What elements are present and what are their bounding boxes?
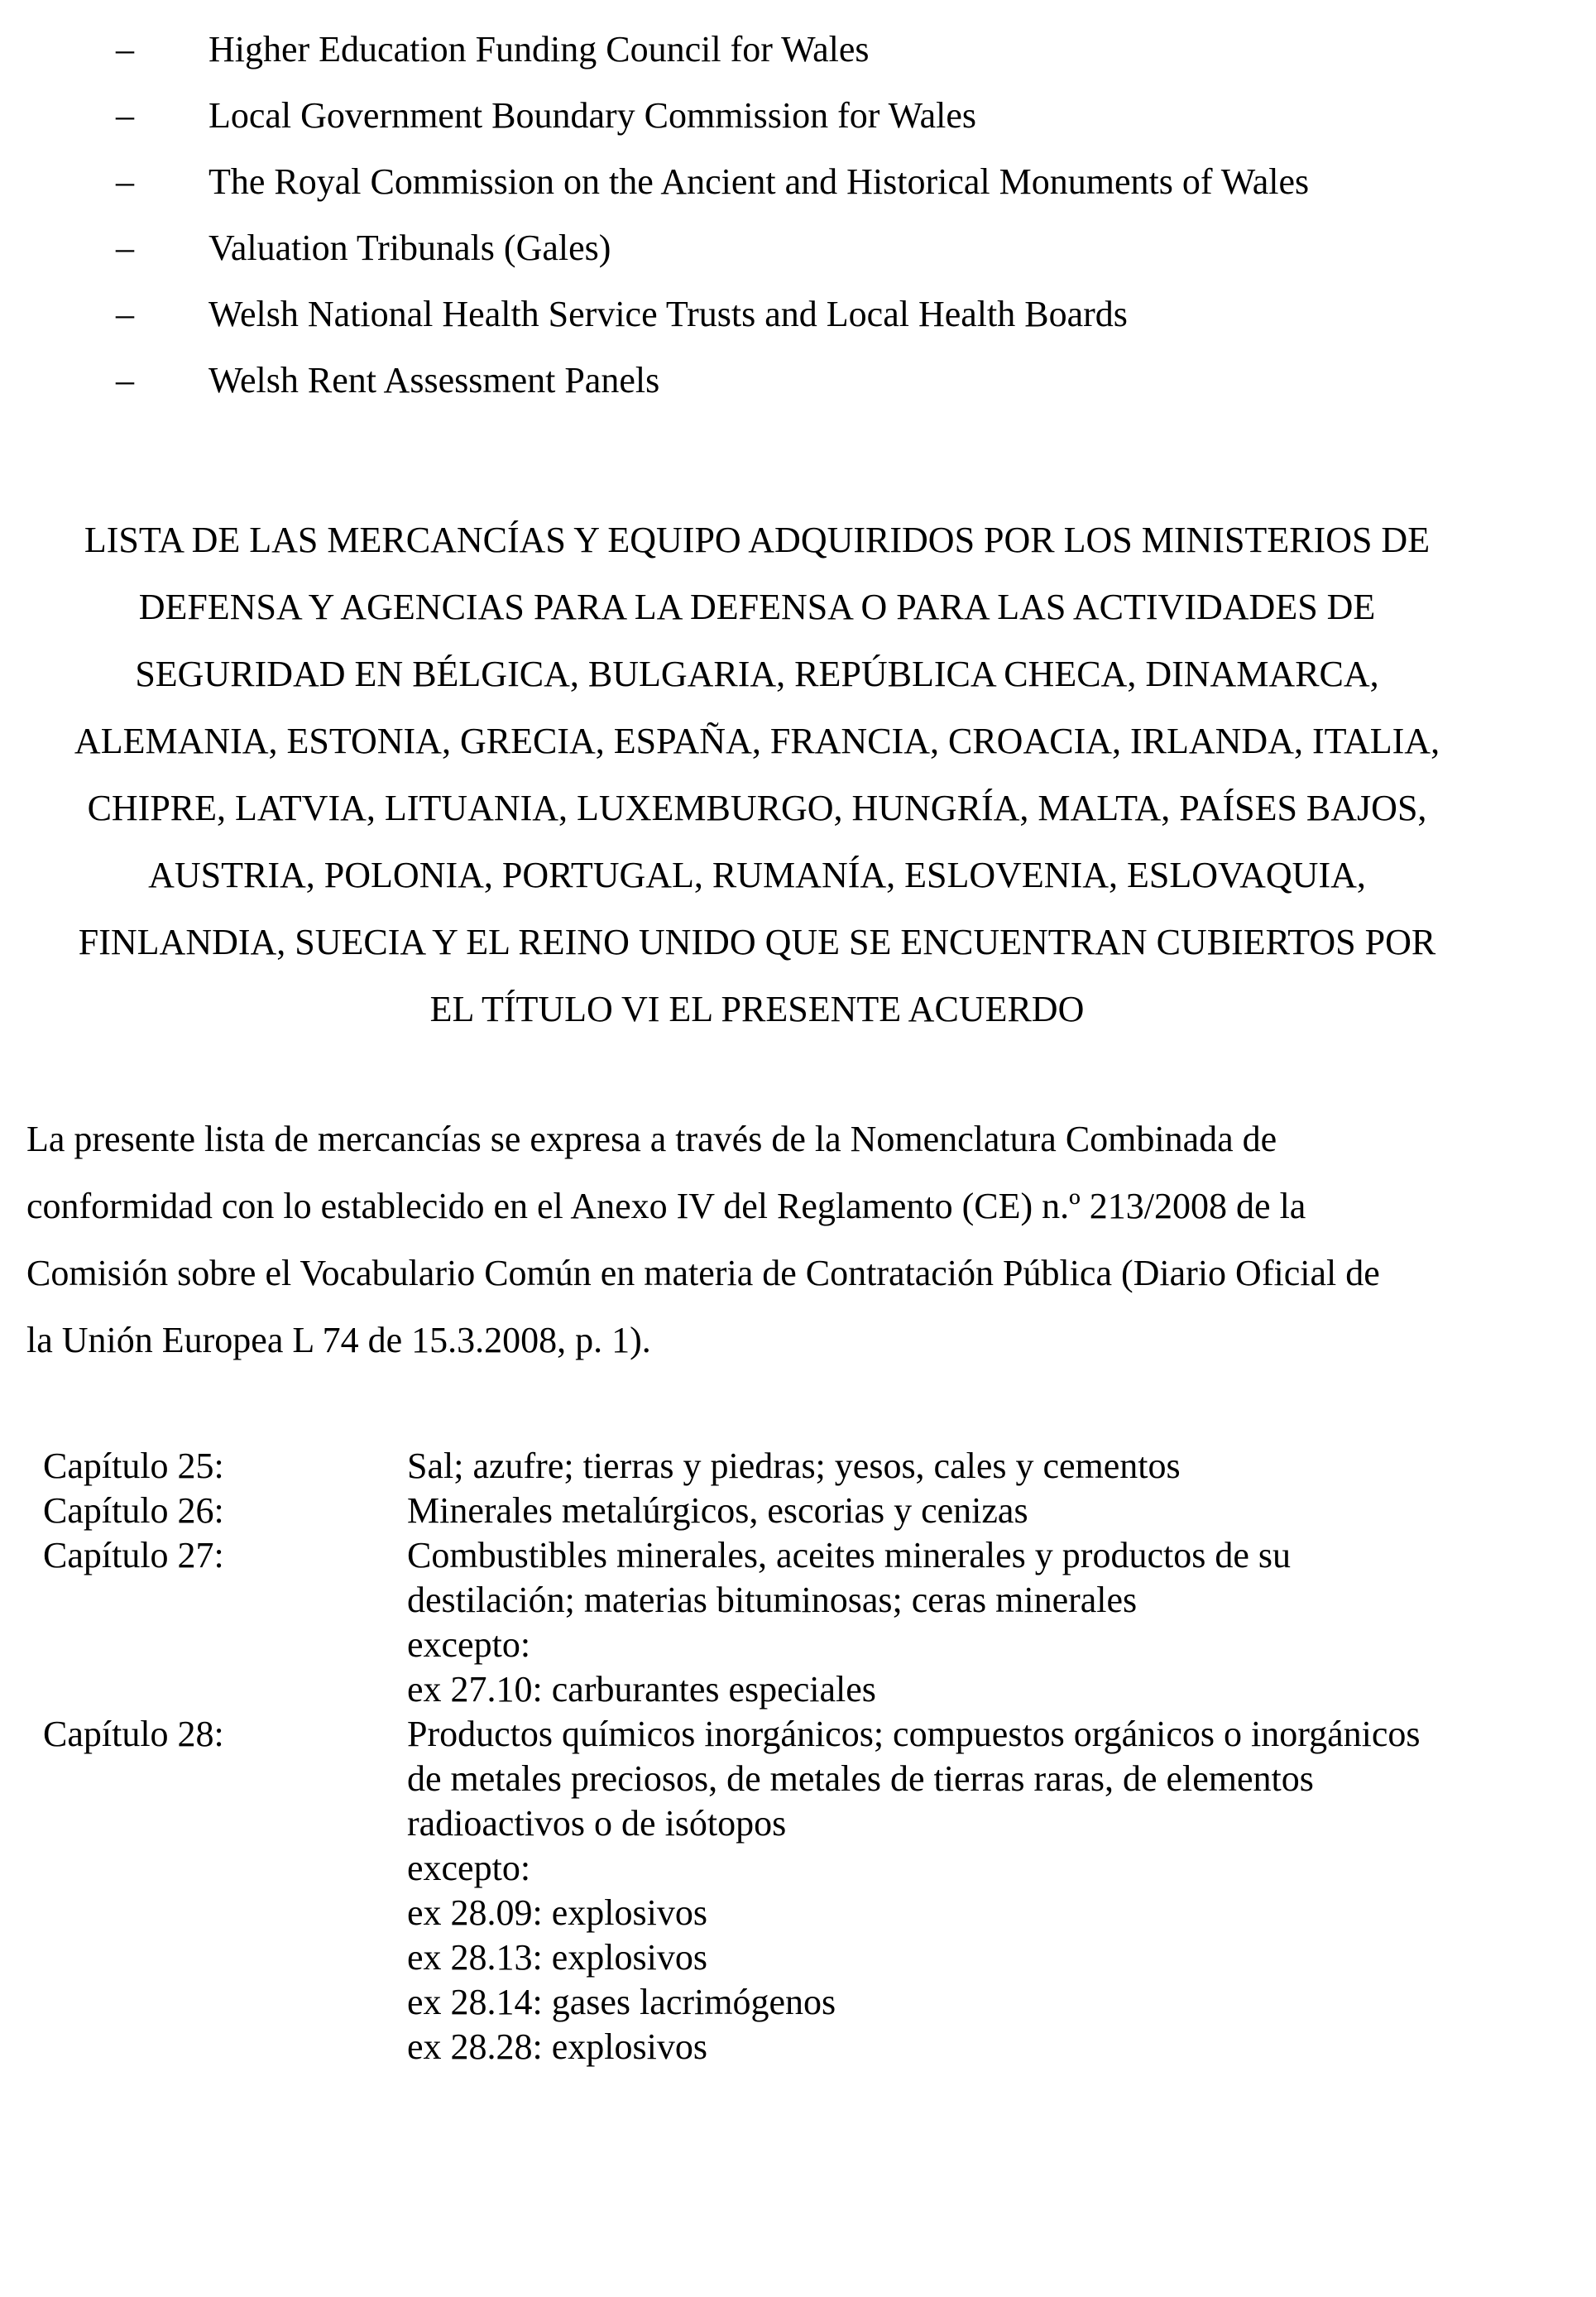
list-item-text: The Royal Commission on the Ancient and Historical Monuments of Wales bbox=[208, 161, 1310, 202]
list-item bbox=[0, 157, 1596, 223]
dash-marker: – bbox=[116, 161, 134, 202]
chapter-line: de metales preciosos, de metales de tierras raras, de elementos bbox=[407, 1758, 1314, 1799]
chapter-line: Minerales metalúrgicos, escorias y cenizas bbox=[407, 1490, 1028, 1531]
list-item-text: Local Government Boundary Commission for Wales bbox=[208, 95, 977, 136]
list-item-text: Welsh National Health Service Trusts and Local Health Boards bbox=[208, 294, 1128, 334]
chapter-row-25 bbox=[43, 1444, 1549, 1489]
list-item bbox=[0, 91, 1596, 157]
chapter-description bbox=[407, 1489, 1549, 1533]
heading-line: SEGURIDAD EN BÉLGICA, BULGARIA, REPÚBLICA CHECA, DINAMARCA, bbox=[135, 654, 1379, 694]
dash-marker: – bbox=[116, 294, 134, 334]
chapter-label: Capítulo 25: bbox=[43, 1446, 224, 1486]
chapter-description bbox=[407, 1712, 1549, 2069]
paragraph-line: la Unión Europea L 74 de 15.3.2008, p. 1). bbox=[26, 1320, 651, 1360]
chapter-label: Capítulo 28: bbox=[43, 1714, 224, 1754]
chapter-row-27 bbox=[43, 1533, 1549, 1712]
chapter-label: Capítulo 26: bbox=[43, 1490, 224, 1531]
paragraph-line: Comisión sobre el Vocabulario Común en materia de Contratación Pública (Diario Oficial de bbox=[26, 1253, 1380, 1293]
dash-marker: – bbox=[116, 95, 134, 136]
chapter-line: ex 27.10: carburantes especiales bbox=[407, 1669, 876, 1710]
paragraph-line: conformidad con lo establecido en el Anexo IV del Reglamento (CE) n.º 213/2008 de la bbox=[26, 1186, 1306, 1226]
chapter-line: ex 28.13: explosivos bbox=[407, 1937, 707, 1978]
intro-paragraph bbox=[26, 1105, 1532, 1374]
list-item bbox=[0, 356, 1596, 422]
chapter-line: Sal; azufre; tierras y piedras; yesos, cales y cementos bbox=[407, 1446, 1181, 1486]
chapter-line: radioactivos o de isótopos bbox=[407, 1803, 787, 1844]
list-item-text: Welsh Rent Assessment Panels bbox=[208, 360, 660, 400]
chapter-line: excepto: bbox=[407, 1848, 531, 1888]
paragraph-line: La presente lista de mercancías se expresa a través de la Nomenclatura Combinada de bbox=[26, 1119, 1277, 1159]
chapter-line: ex 28.14: gases lacrimógenos bbox=[407, 1982, 836, 2022]
chapter-line: destilación; materias bituminosas; ceras minerales bbox=[407, 1580, 1138, 1620]
heading-line: FINLANDIA, SUECIA Y EL REINO UNIDO QUE SE ENCUENTRAN CUBIERTOS POR bbox=[78, 922, 1436, 962]
chapter-line: Combustibles minerales, aceites minerales y productos de su bbox=[407, 1535, 1291, 1575]
dash-marker: – bbox=[116, 228, 134, 268]
heading-line: DEFENSA Y AGENCIAS PARA LA DEFENSA O PARA LAS ACTIVIDADES DE bbox=[138, 587, 1376, 627]
chapter-row-26 bbox=[43, 1489, 1549, 1533]
chapter-line: ex 28.09: explosivos bbox=[407, 1892, 707, 1933]
list-item bbox=[0, 223, 1596, 290]
chapter-description bbox=[407, 1533, 1549, 1712]
chapter-line: Productos químicos inorgánicos; compuestos orgánicos o inorgánicos bbox=[407, 1714, 1421, 1754]
dash-list bbox=[0, 25, 1596, 422]
list-item-text: Higher Education Funding Council for Wales bbox=[208, 29, 870, 70]
heading-line: CHIPRE, LATVIA, LITUANIA, LUXEMBURGO, HUNGRÍA, MALTA, PAÍSES BAJOS, bbox=[87, 788, 1427, 828]
heading-line: AUSTRIA, POLONIA, PORTUGAL, RUMANÍA, ESLOVENIA, ESLOVAQUIA, bbox=[148, 855, 1366, 895]
dash-marker: – bbox=[116, 29, 134, 70]
chapter-label: Capítulo 27: bbox=[43, 1535, 224, 1575]
list-item bbox=[0, 25, 1596, 91]
heading-line: ALEMANIA, ESTONIA, GRECIA, ESPAÑA, FRANCIA, CROACIA, IRLANDA, ITALIA, bbox=[74, 721, 1440, 761]
chapter-description bbox=[407, 1444, 1549, 1489]
list-item bbox=[0, 290, 1596, 356]
chapter-table bbox=[43, 1444, 1549, 2069]
chapter-line: excepto: bbox=[407, 1624, 531, 1665]
heading-line: LISTA DE LAS MERCANCÍAS Y EQUIPO ADQUIRIDOS POR LOS MINISTERIOS DE bbox=[84, 520, 1431, 560]
chapter-row-28 bbox=[43, 1712, 1549, 2069]
list-item-text: Valuation Tribunals (Gales) bbox=[208, 228, 611, 268]
chapter-line: ex 28.28: explosivos bbox=[407, 2026, 707, 2067]
heading-line: EL TÍTULO VI EL PRESENTE ACUERDO bbox=[429, 989, 1085, 1029]
section-heading bbox=[0, 506, 1514, 1043]
dash-marker: – bbox=[116, 360, 134, 400]
